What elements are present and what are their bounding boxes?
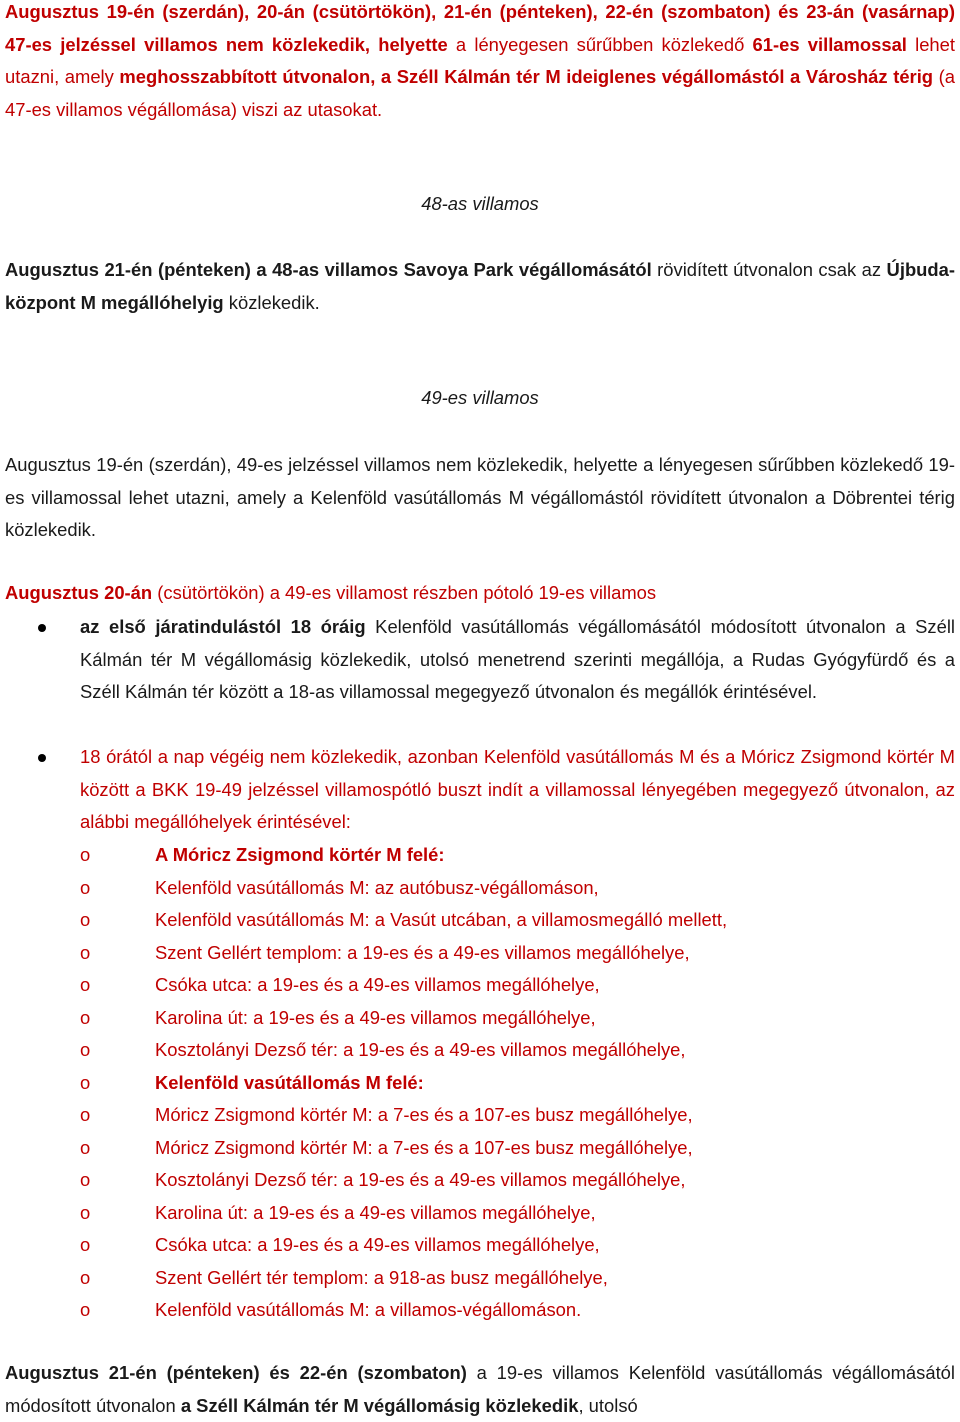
stop-item: Kosztolányi Dezső tér: a 19-es és a 49-es villamos megállóhelye, — [155, 1039, 686, 1060]
sub-bullet-marker: o — [80, 1201, 91, 1223]
stop-item: Móricz Zsigmond körtér M: a 7-es és a 107-es busz megállóhelye, — [155, 1104, 693, 1125]
tram-48-text-bold-3: Újbuda-központ M megállóhelyig — [5, 259, 955, 313]
tram-48-paragraph — [5, 254, 955, 319]
bullet-1-bold: az első járatindulástól 18 óráig — [80, 616, 366, 637]
stop-item: Kelenföld vasútállomás M: a Vasút utcában, a villamosmegálló mellett, — [155, 909, 728, 930]
august-21-22-route: a Széll Kálmán tér M végállomásig közlekedik — [180, 1394, 579, 1416]
sub-bullet-marker: o — [80, 844, 91, 865]
sub-bullet-marker: o — [80, 1039, 91, 1060]
tram-47-text-6: (a 47-es villamos végállomása) viszi az utasokat. — [5, 66, 955, 120]
sub-bullet-marker: o — [80, 1234, 91, 1255]
august-20-text: (csütörtökön) a 49-es villamost részben pótoló 19-es villamos — [152, 582, 657, 603]
sub-bullet-marker: o — [80, 1169, 91, 1190]
tram-47-text-bold-5: meghosszabbított útvonalon, a Széll Kálmán tér M ideiglenes végállomástól a Városház térig — [119, 66, 934, 87]
sub-bullet-marker: o — [80, 1071, 91, 1093]
bullet-1-icon — [38, 624, 46, 632]
stop-item: Csóka utca: a 19-es és a 49-es villamos megállóhelye, — [155, 974, 600, 995]
sub-bullet-marker: o — [80, 876, 91, 898]
august-20-intro — [5, 577, 955, 610]
august-21-22-tail: , utolsó — [578, 1394, 638, 1416]
sub-bullet-marker: o — [80, 1104, 91, 1125]
bullet-2-text: 18 órától a nap végéig nem közlekedik, azonban Kelenföld vasútállomás M és a Móricz Zsigmond körtér M között a BKK 19-49 jelzéssel villamospótló buszt indít a villamossal lényegében megegyező útvonalon, az alábbi megállóhelyek érintésével: — [80, 746, 955, 832]
tram-47-text-bold-3: 61-es villamossal — [752, 33, 907, 55]
sub-bullet-marker: o — [80, 1266, 91, 1288]
sub-bullet-marker: o — [80, 909, 91, 930]
sub-bullet-marker: o — [80, 1299, 91, 1320]
sub-bullet-marker: o — [80, 974, 91, 995]
tram-48-text-4: közlekedik. — [223, 291, 320, 313]
tram-49-paragraph: Augusztus 19-én (szerdán), 49-es jelzéssel villamos nem közlekedik, helyette a lényegesen sűrűbben közlekedő 19-es villamossal lehet utazni, amely a Kelenföld vasútállomás M végállomástól rövidített útvonalon a Döbrentei térig közlekedik. — [5, 454, 955, 540]
bullet-1-text — [80, 611, 955, 709]
tram-47-paragraph — [5, 0, 955, 126]
stop-item: Kelenföld vasútállomás M: az autóbusz-végállomáson, — [155, 876, 599, 898]
stop-item: Szent Gellért tér templom: a 918-as busz megállóhelye, — [155, 1266, 608, 1288]
august-21-22-text: a 19-es villamos Kelenföld vasútállomás végállomásától módosított útvonalon — [5, 1362, 955, 1416]
stop-item: Karolina út: a 19-es és a 49-es villamos megállóhelye, — [155, 1006, 596, 1028]
sub-bullet-marker: o — [80, 1006, 91, 1028]
august-20-date: Augusztus 20-án — [5, 582, 153, 603]
bullet-2-icon — [38, 754, 46, 762]
stop-item: Kosztolányi Dezső tér: a 19-es és a 49-es villamos megállóhelye, — [155, 1169, 686, 1190]
august-21-22-date: Augusztus 21-én (pénteken) és 22-én (szombaton) — [5, 1362, 467, 1383]
stop-item: Csóka utca: a 19-es és a 49-es villamos megállóhelye, — [155, 1234, 600, 1255]
stop-item: Móricz Zsigmond körtér M: a 7-es és a 107-es busz megállóhelye, — [155, 1136, 693, 1158]
august-21-22-paragraph — [5, 1357, 955, 1422]
tram-48-text-bold-1: Augusztus 21-én (pénteken) a 48-as villamos Savoya Park végállomásától — [5, 259, 652, 280]
stop-item: Kelenföld vasútállomás M: a villamos-végállomáson. — [155, 1299, 582, 1320]
bullet-1-rest: Kelenföld vasútállomás végállomásától módosított útvonalon a Széll Kálmán tér M végállomásig közlekedik, utolsó menetrend szerinti megállója, a Rudas Gyógyfürdő és a Széll Kálmán tér között a 18-as villamossal megegyező útvonalon és megállók érintésével. — [80, 616, 955, 702]
stop-item: Karolina út: a 19-es és a 49-es villamos megállóhelye, — [155, 1201, 596, 1223]
tram-47-text-bold-1: Augusztus 19-én (szerdán), 20-án (csütörtökön), 21-én (pénteken), 22-én (szombaton) és 23-án (vasárnap) 47-es jelzéssel villamos nem közlekedik, helyette — [5, 1, 955, 55]
tram-47-text-4: lehet utazni, amely — [5, 33, 955, 87]
tram-48-heading: 48-as villamos — [421, 193, 539, 214]
tram-49-heading: 49-es villamos — [421, 387, 539, 408]
stop-direction-heading: A Móricz Zsigmond körtér M felé: — [155, 844, 445, 865]
sub-bullet-marker: o — [80, 1136, 91, 1158]
sub-bullet-marker: o — [80, 941, 91, 963]
tram-47-text-2: a lényegesen sűrűbben közlekedő — [447, 33, 753, 55]
stop-direction-heading: Kelenföld vasútállomás M felé: — [155, 1071, 424, 1093]
stop-item: Szent Gellért templom: a 19-es és a 49-es villamos megállóhelye, — [155, 941, 690, 963]
tram-48-text-2: rövidített útvonalon csak az — [651, 259, 887, 280]
